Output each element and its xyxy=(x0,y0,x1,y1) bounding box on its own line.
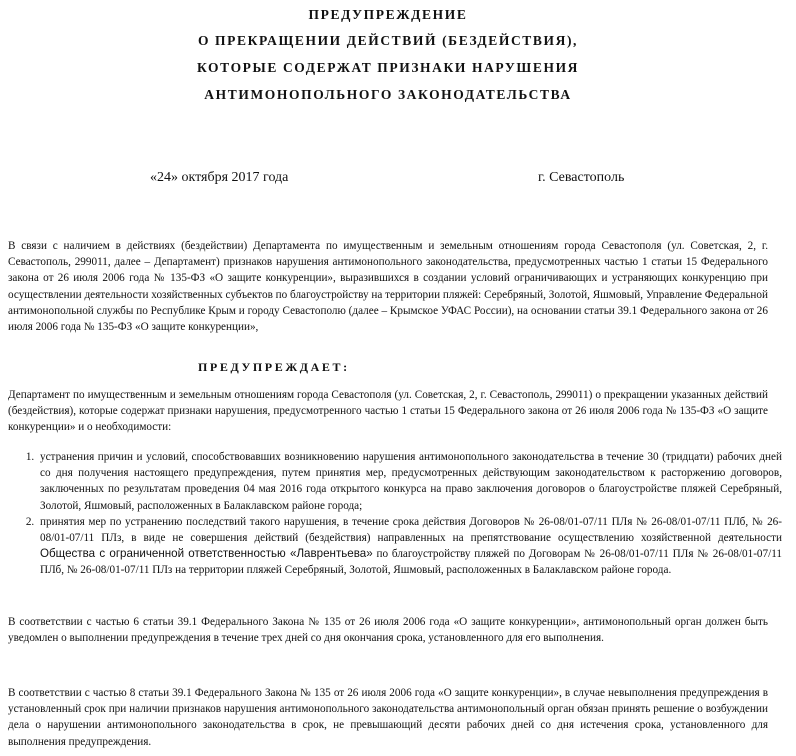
organization-name: Общества с ограниченной ответственностью «Лаврентьева» xyxy=(40,547,373,561)
list-item-text: по благоустройству пляжей по Договорам № 26-08/01-07/11 ПЛя № 26-08/01-07/11 ПЛб, № 26-08/01-07/11 ПЛз на территории пляжей Серебряный, Золотой, Яшмовый, расположенных в Балаклавском районе города. xyxy=(40,548,782,577)
list-item-text: устранения причин и условий, способствовавших возникновению нарушения антимонопольного законодательства в течение 30 (тридцати) рабочих дней со дня получения настоящего предупреждения, путем принятия мер, предусмотренных действующим законодательством к расторжению договоров, заключенных по результатам проведения 04 мая 2016 года открытого конкурса на право заключения договоров о благоустройстве пляжей Серебряный, Золотой, Яшмовый, расположенных в Балаклавском районе города; xyxy=(40,451,782,512)
doc-title-line-3: КОТОРЫЕ СОДЕРЖАТ ПРИЗНАКИ НАРУШЕНИЯ xyxy=(196,60,580,75)
doc-title-line-2: О ПРЕКРАЩЕНИИ ДЕЙСТВИЙ (БЕЗДЕЙСТВИЯ), xyxy=(197,33,579,48)
doc-date: «24» октября 2017 года xyxy=(150,170,289,185)
doc-title-line-1: ПРЕДУПРЕЖДЕНИЕ xyxy=(308,7,468,22)
notification-paragraph: В соответствии с частью 6 статьи 39.1 Федерального Закона № 135 от 26 июля 2006 года «О защите конкуренции», антимонопольный орган должен быть уведомлен о выполнении предупреждения в течение трех дней со дня окончания срока, установленного для его выполнения. xyxy=(8,616,768,645)
consequence-paragraph: В соответствии с частью 8 статьи 39.1 Федерального Закона № 135 от 26 июля 2006 года «О защите конкуренции», в случае невыполнения предупреждения в установленный срок при наличии признаков нарушения антимонопольного законодательства антимонопольный орган обязан принять решение о возбуждении дела о нарушении антимонопольного законодательства в срок, не превышающий десяти рабочих дней со дня истечения срока, установленного для выполнения предупреждения. xyxy=(8,687,768,748)
intro-paragraph: В связи с наличием в действиях (бездействии) Департамента по имущественным и земельным отношениям города Севастополя (ул. Советская, 2, г. Севастополь, 299011, далее – Департамент) признаков нарушения антимонопольного законодательства, предусмотренных частью 1 статьи 15 Федерального закона от 26 июля 2006 года № 135-ФЗ «О защите конкуренции», выразившихся в создании условий ограничивающих и устраняющих конкуренцию при осуществлении деятельности хозяйственных субъектов по благоустройству на территории пляжей: Серебряный, Золотой, Яшмовый, Управление Федеральной антимонопольной службы по Республике Крым и городу Севастополю (далее – Крымское УФАС России), на основании статьи 39.1 Федерального закона от 26 июля 2006 года № 135-ФЗ «О защите конкуренции», xyxy=(8,240,768,334)
list-item-text: принятия мер по устранению последствий такого нарушения, в течение срока действия Договоров № 26-08/01-07/11 ПЛя № 26-08/01-07/11 ПЛб, № 26-08/01-07/11 ПЛз, в виде не совершения действий (бездействия) направленных на препятствование осуществлению хозяйственной деятельности xyxy=(40,515,782,545)
requirements-list xyxy=(20,449,782,579)
body-paragraph: Департамент по имущественным и земельным отношениям города Севастополя (ул. Советская, 2, г. Севастополь, 299011) о прекращении указанных действий (бездействия), которые содержат признаки нарушения, предусмотренного частью 1 статьи 15 Федерального закона от 26 июля 2006 года № 135-ФЗ «О защите конкуренции» и о необходимости: xyxy=(8,389,768,434)
warns-heading: ПРЕДУПРЕЖДАЕТ: xyxy=(198,360,350,374)
doc-title-line-4: АНТИМОНОПОЛЬНОГО ЗАКОНОДАТЕЛЬСТВА xyxy=(204,87,572,102)
list-item xyxy=(37,514,782,579)
list-item xyxy=(37,449,782,514)
doc-city: г. Севастополь xyxy=(538,170,625,185)
